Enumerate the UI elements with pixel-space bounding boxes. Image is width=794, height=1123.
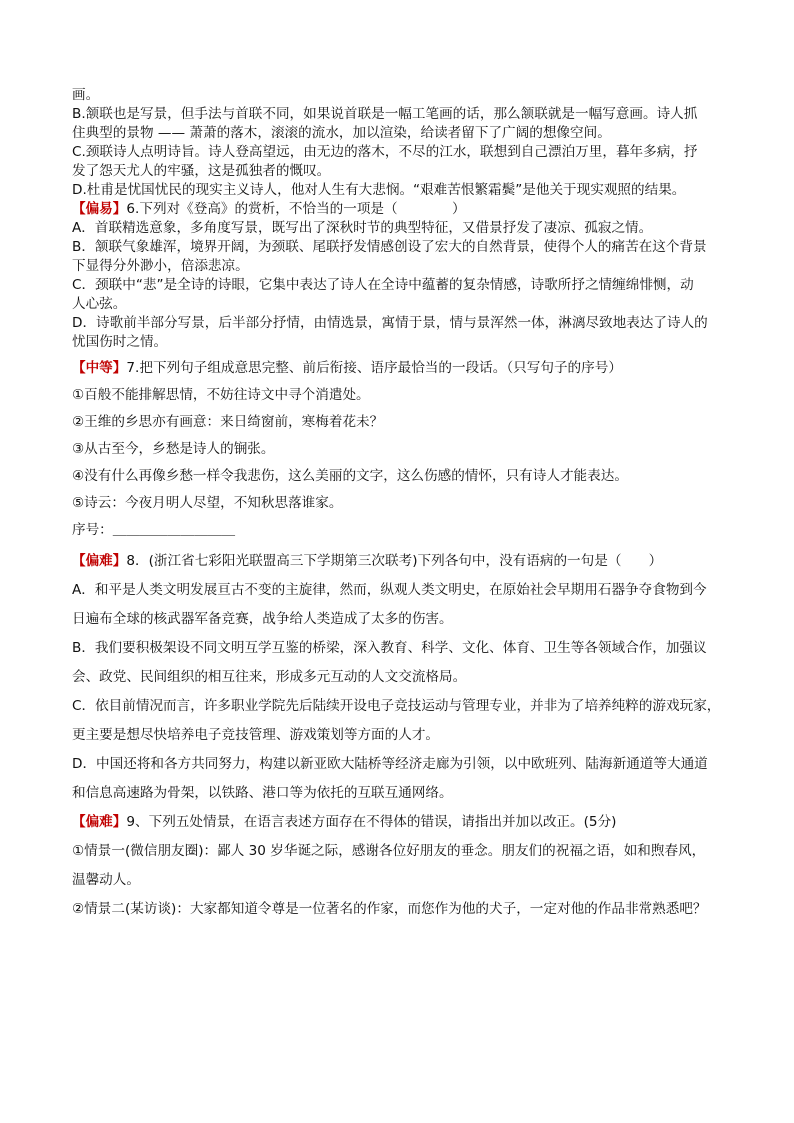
q5-tail xyxy=(72,86,724,200)
option-b-cont: 下显得分外渺小，倍添悲凉。 xyxy=(72,258,249,274)
question-stem xyxy=(72,808,724,837)
question-stem xyxy=(72,547,724,576)
option-d-cont: 忧国伤时之情。 xyxy=(72,334,168,350)
question-text: 6.下列对《登高》的赏析，不恰当的一项是（ ） xyxy=(126,201,466,217)
option-a-cont: 日遍布全球的核武器军备竞赛，战争给人类造成了太多的伤害。 xyxy=(72,611,453,627)
question-9 xyxy=(72,808,724,924)
option-c: C．依目前情况而言，许多职业学院先后陆续开设电子竞技运动与管理专业，并非为了培养纯粹的游戏玩家， xyxy=(72,698,721,714)
option-c-cont: 更主要是想尽快培养电子竞技管理、游戏策划等方面的人才。 xyxy=(72,727,440,743)
sentence-4: ④没有什么再像乡愁一样令我悲伤，这么美丽的文字，这么伤感的情怀，只有诗人才能表达。 xyxy=(72,468,628,484)
question-7 xyxy=(72,355,724,544)
option-d-cont: 和信息高速路为骨架，以铁路、港口等为依托的互联互通网络。 xyxy=(72,785,453,801)
scenario-1-cont: 温馨动人。 xyxy=(72,872,140,888)
answer-blank: 序号：＿＿＿＿＿＿＿＿＿ xyxy=(72,522,236,538)
option-a: A．首联精选意象，多角度写景，既写出了深秋时节的典型特征，又借景抒发了凄凉、孤寂之情。 xyxy=(72,220,653,236)
difficulty-tag: 【偏难】 xyxy=(72,814,127,830)
sentence-2: ②王维的乡思亦有画意：来日绮窗前，寒梅着花未？ xyxy=(72,414,384,430)
scenario-1: ①情景一(微信朋友圈)：鄙人 30 岁华诞之际，感谢各位好朋友的垂念。朋友们的祝福之语，如和煦春风， xyxy=(72,843,706,859)
text-line: B.颔联也是写景，但手法与首联不同，如果说首联是一幅工笔画的话，那么颔联就是一幅写意画。诗人抓 xyxy=(72,106,698,122)
text-line: C.颈联诗人点明诗旨。诗人登高望远，由无边的落木，不尽的江水，联想到自己漂泊万里，暮年多病，抒 xyxy=(72,144,698,160)
question-text: 9、下列五处情景，在语言表述方面存在不得体的错误，请指出并加以改正。(5分) xyxy=(126,814,617,830)
option-d: D．诗歌前半部分写景，后半部分抒情，由情选景，寓情于景，情与景浑然一体，淋漓尽致地表达了诗人的 xyxy=(72,315,708,331)
sentence-1: ①百般不能排解思情，不妨往诗文中寻个消遣处。 xyxy=(72,387,370,403)
text-line: 住典型的景物 —— 萧萧的落木，滚滚的流水，加以渲染，给读者留下了广阔的想像空间。 xyxy=(72,125,611,141)
sentence-3: ③从古至今，乡愁是诗人的锎张。 xyxy=(72,441,275,457)
document-page xyxy=(72,86,724,924)
text-line: D.杜甫是忧国忧民的现实主义诗人，他对人生有大悲悯。“艰难苦恨繁霜鬓”是他关于现实观照的结果。 xyxy=(72,182,686,198)
option-b: B．颔联气象雄浑，境界开阔，为颈联、尾联抒发情感创设了宏大的自然背景，使得个人的痛苦在这个背景 xyxy=(72,239,707,255)
option-c: C．颈联中“悲”是全诗的诗眼，它集中表达了诗人在全诗中蕴蓄的复杂情感，诗歌所抒之情缠绵悱恻，动 xyxy=(72,277,694,293)
option-b-cont: 会、政党、民间组织的相互往来，形成多元互动的人文交流格局。 xyxy=(72,669,467,685)
difficulty-tag: 【中等】 xyxy=(72,360,127,376)
text-line: 发了怨天尤人的牢骚，这是孤独者的慨叹。 xyxy=(72,163,331,179)
question-8 xyxy=(72,547,724,808)
option-d: D．中国还将和各方共同努力，构建以新亚欧大陆桥等经济走廊为引领，以中欧班列、陆海新通道等大通道 xyxy=(72,756,708,772)
question-text: 7.把下列句子组成意思完整、前后衔接、语序最恰当的一段话。（只写句子的序号） xyxy=(126,360,622,376)
difficulty-tag: 【偏难】 xyxy=(72,553,127,569)
sentence-5: ⑤诗云：今夜月明人尽望，不知秋思落谁家。 xyxy=(72,495,343,511)
question-6 xyxy=(72,200,724,352)
option-a: A．和平是人类文明发展亘古不变的主旋律，然而，纵观人类文明史，在原始社会早期用石器争夺食物到今 xyxy=(72,582,707,598)
scenario-2: ②情景二(某访谈)：大家都知道令尊是一位著名的作家，而您作为他的犬子，一定对他的作品非常熟悉吧？ xyxy=(72,901,707,917)
question-text: 8．(浙江省七彩阳光联盟高三下学期第三次联考)下列各句中，没有语病的一句是（ ） xyxy=(126,553,663,569)
text-line: 画。 xyxy=(72,87,100,103)
question-stem xyxy=(72,355,724,382)
difficulty-tag: 【偏易】 xyxy=(72,201,127,217)
option-c-cont: 人心弦。 xyxy=(72,296,127,312)
option-b: B．我们要积极架设不同文明互学互鉴的桥梁，深入教育、科学、文化、体育、卫生等各领域合作，加强议 xyxy=(72,640,707,656)
question-stem xyxy=(72,200,724,219)
